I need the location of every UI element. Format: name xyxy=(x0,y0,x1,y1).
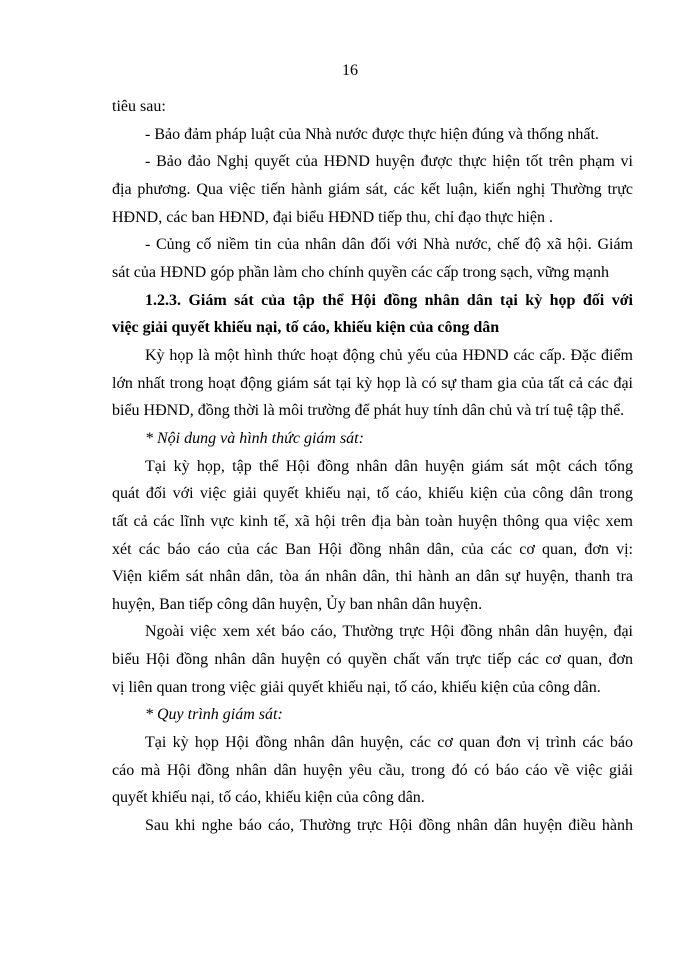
text-line: vị liên quan trong việc giải quyết khiếu nại, tố cáo, khiếu kiện của công dân. xyxy=(112,678,601,696)
text-line: tiêu sau: xyxy=(112,98,166,115)
text-line: Sau khi nghe báo cáo, Thường trực Hội đồng nhân dân huyện điều hành xyxy=(145,817,633,835)
text-line: sát của HĐND góp phần làm cho chính quyền các cấp trong sạch, vững mạnh xyxy=(112,263,609,281)
text-line: biểu Hội đồng nhân dân huyện có quyền chất vấn trực tiếp các cơ quan, đơn xyxy=(112,651,633,669)
text-line: cáo mà Hội đồng nhân dân huyện yêu cầu, trong đó có báo cáo về việc giải xyxy=(112,761,633,779)
section-heading-line: 1.2.3. Giám sát của tập thể Hội đồng nhân dân tại kỳ họp đối với xyxy=(145,291,633,309)
text-line: huyện, Ban tiếp công dân huyện, Ủy ban nhân dân huyện. xyxy=(112,595,483,613)
text-line: xét các báo cáo của các Ban Hội đồng nhân dân, của các cơ quan, đơn vị: xyxy=(112,540,633,558)
text-line: HĐND, các ban HĐND, đại biểu HĐND tiếp thu, chỉ đạo thực hiện . xyxy=(112,208,554,226)
text-line: Tại kỳ họp, tập thể Hội đồng nhân dân huyện giám sát một cách tổng xyxy=(145,457,633,475)
text-line: lớn nhất trong hoạt động giám sát tại kỳ họp là có sự tham gia của tất cả các đại xyxy=(112,374,633,392)
subheading-line: * Quy trình giám sát: xyxy=(145,706,283,724)
page-number: 16 xyxy=(342,62,358,79)
text-line: quyết khiếu nại, tố cáo, khiếu kiện của công dân. xyxy=(112,789,425,807)
text-line: biểu HĐND, đồng thời là môi trường để phát huy tính dân chủ và trí tuệ tập thể. xyxy=(112,402,625,420)
text-line: Ngoài việc xem xét báo cáo, Thường trực Hội đồng nhân dân huyện, đại xyxy=(145,623,633,641)
text-line: tất cả các lĩnh vực kinh tế, xã hội trên địa bàn toàn huyện thông qua việc xem xyxy=(112,512,633,530)
text-line: - Củng cố niềm tin của nhân dân đối với Nhà nước, chế độ xã hội. Giám xyxy=(145,236,633,254)
text-line: Tại kỳ họp Hội đồng nhân dân huyện, các cơ quan đơn vị trình các báo xyxy=(145,734,633,752)
body-text xyxy=(112,93,633,840)
section-heading-line: việc giải quyết khiếu nại, tố cáo, khiếu kiện của công dân xyxy=(112,319,500,337)
text-line: - Bảo đảo Nghị quyết của HĐND huyện được thực hiện tốt trên phạm vi xyxy=(145,153,633,171)
text-line: địa phương. Qua việc tiến hành giám sát, các kết luận, kiến nghị Thường trực xyxy=(112,180,633,198)
subheading-line: * Nội dung và hình thức giám sát: xyxy=(145,429,364,447)
text-line: Kỳ họp là một hình thức hoạt động chủ yếu của HĐND các cấp. Đặc điểm xyxy=(145,346,633,364)
text-line: quát đối với việc giải quyết khiếu nại, tố cáo, khiếu kiện của công dân trong xyxy=(112,485,633,503)
text-line: - Bảo đảm pháp luật của Nhà nước được thực hiện đúng và thống nhất. xyxy=(145,125,599,143)
text-line: Viện kiểm sát nhân dân, tòa án nhân dân, thi hành an dân sự huyện, thanh tra xyxy=(112,568,633,586)
